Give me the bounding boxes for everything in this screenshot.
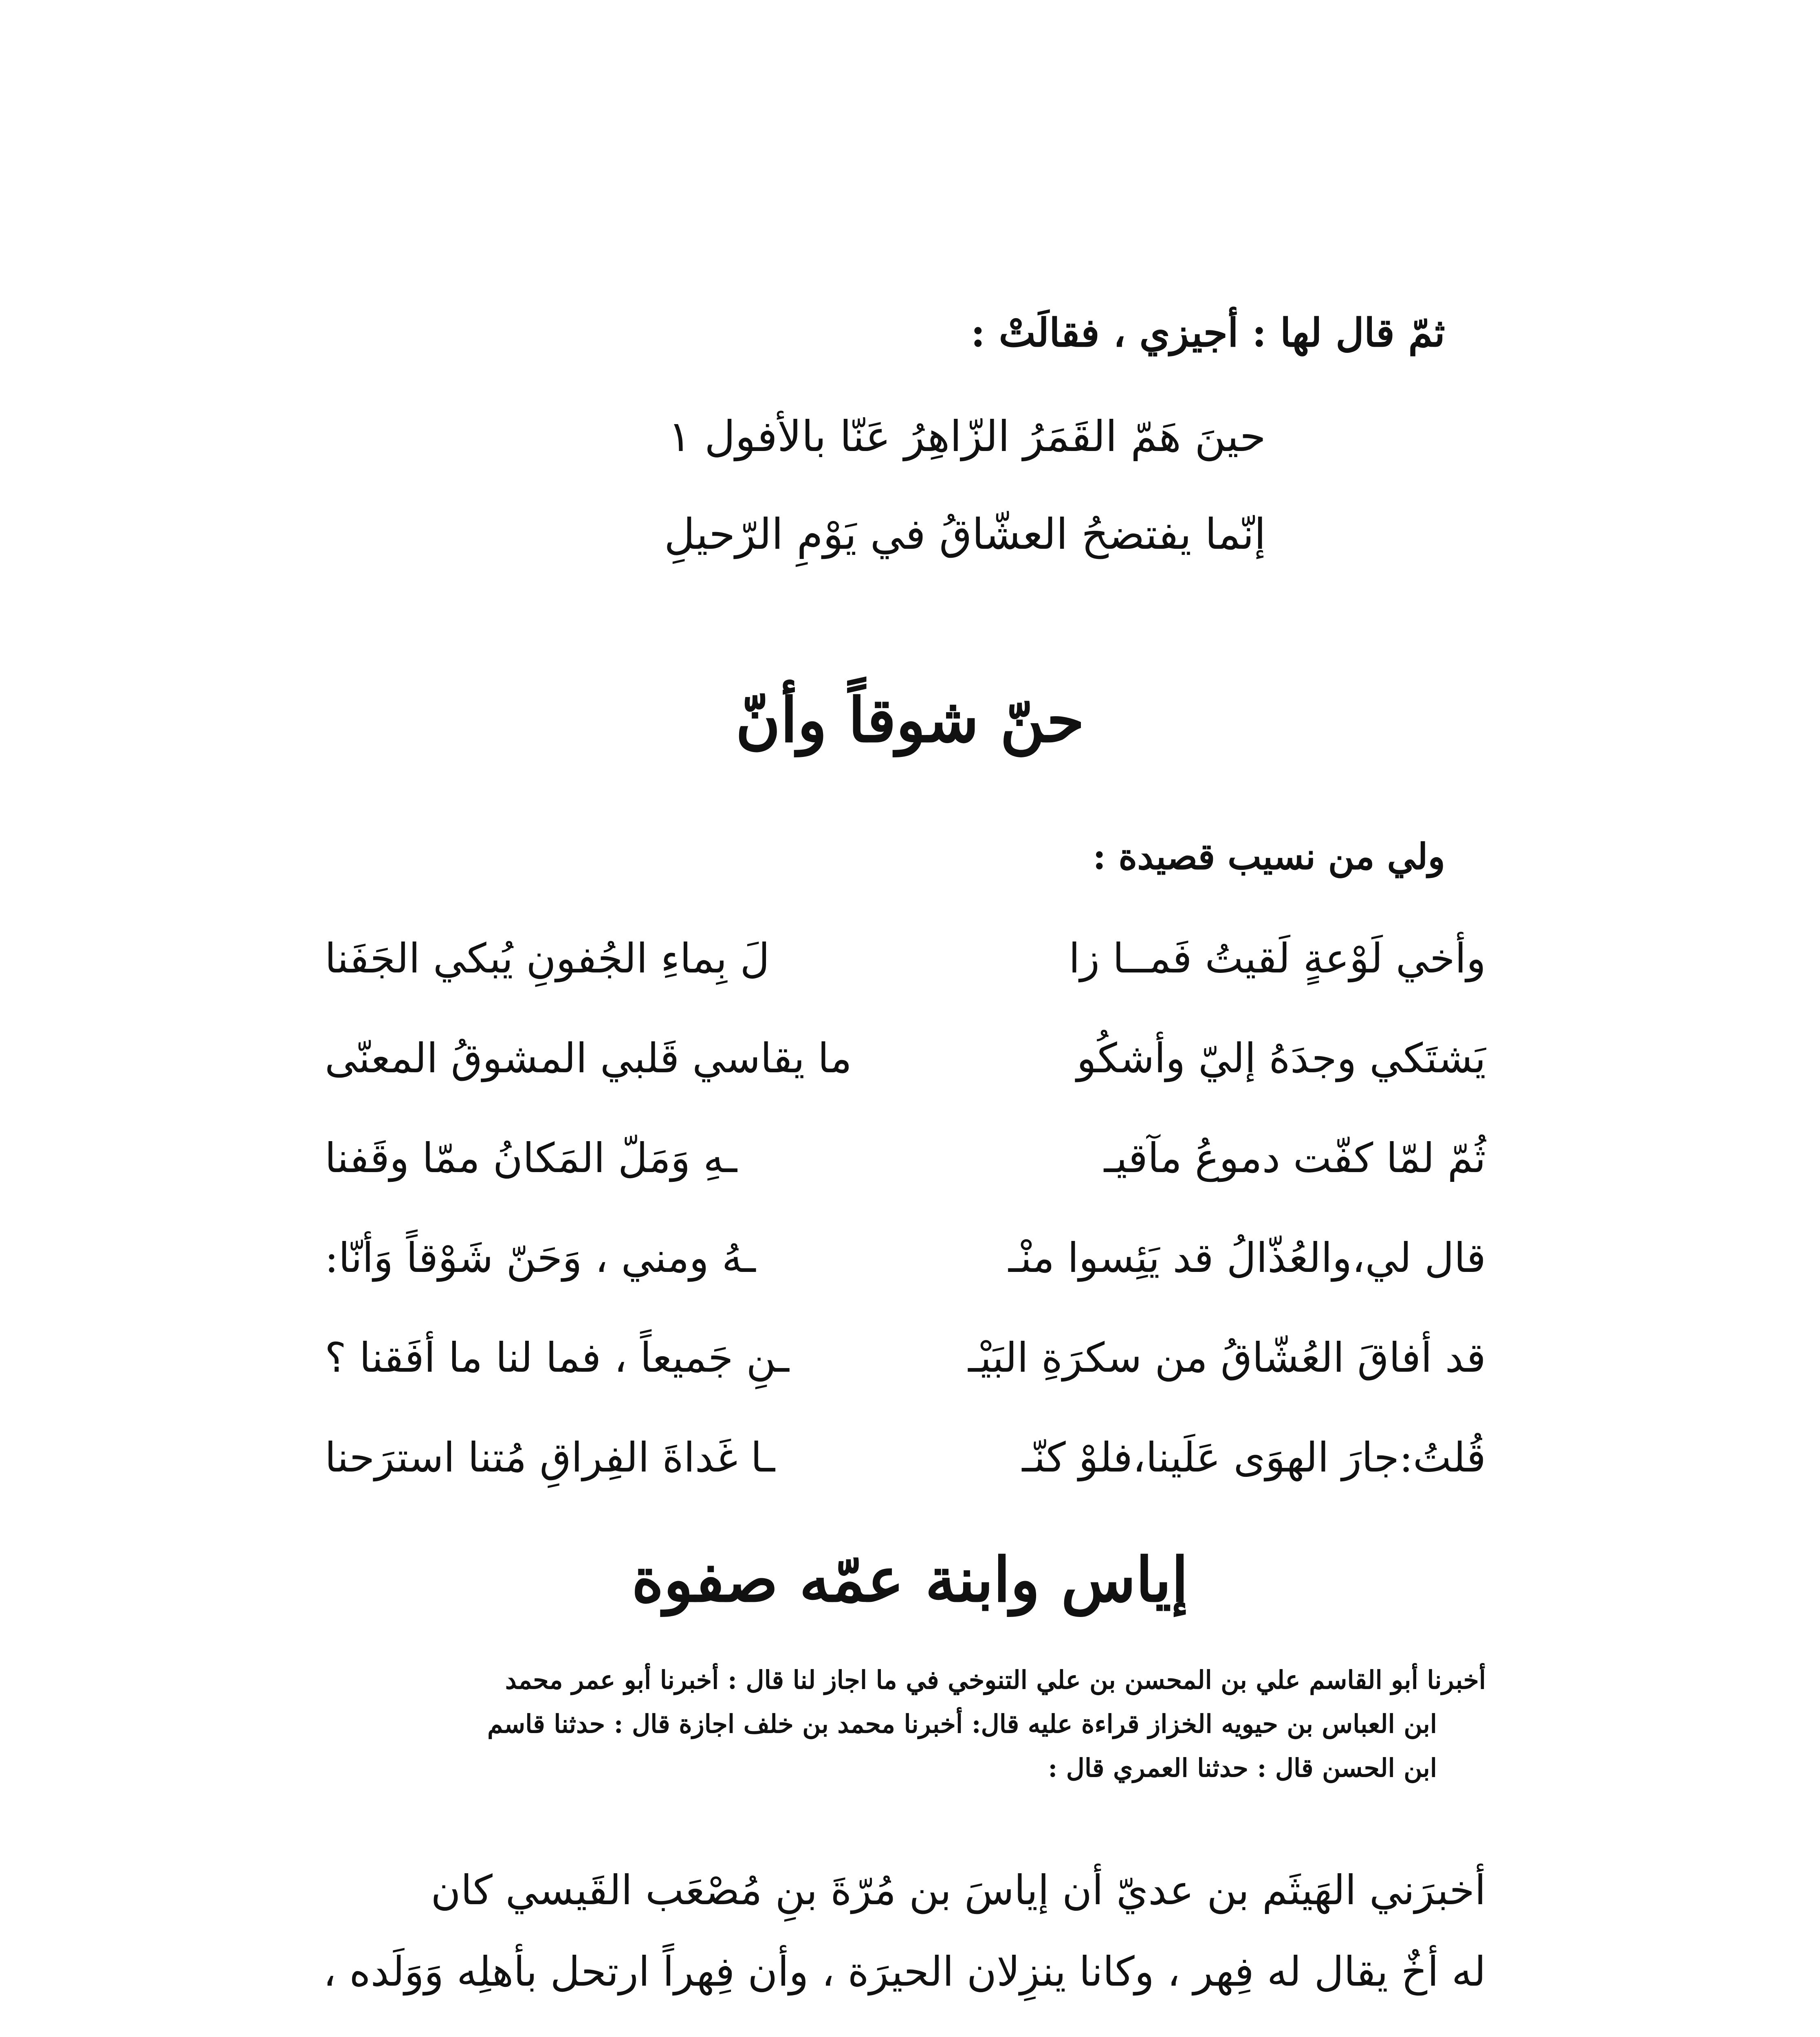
hemistich-first: قال لي،والعُذّالُ قد يَئِسوا منْـ	[1008, 1234, 1486, 1282]
prose-line: له أخٌ يقال له فِهر ، وكانا ينزِلان الحيرَة ، وأن فِهراً ارتحل بأهلِه وَوَلَده ،	[323, 1948, 1486, 1995]
poem	[325, 909, 1486, 1507]
poem-verse	[325, 1008, 1486, 1108]
hemistich-second: ـنِ جَميعاً ، فما لنا ما أفَقنا ؟	[325, 1334, 789, 1381]
hemistich-second: ـهِ وَمَلّ المَكانُ ممّا وقَفنا	[325, 1134, 737, 1182]
poem-intro: ولي من نسيب قصيدة :	[1092, 835, 1445, 878]
hemistich-first: يَشتَكي وجدَهُ إليّ وأشكُو	[1076, 1034, 1486, 1082]
hemistich-first: قد أفاقَ العُشّاقُ من سكرَةِ البَيْـ	[968, 1334, 1486, 1381]
isnad-line: ابن العباس بن حيويه الخزاز قراءة عليه قال: أخبرنا محمد بن خلف اجازة قال : حدثنا قاسم	[487, 1709, 1437, 1739]
intro-line: ثمّ قال لها : أجيزي ، فقالَتْ :	[971, 310, 1445, 356]
hemistich-second: ـا غَداةَ الفِراقِ مُتنا استرَحنا	[325, 1434, 775, 1481]
section-heading: حنّ شوقاً وأنّ	[735, 684, 1085, 756]
verse-line: حينَ هَمّ القَمَرُ الزّاهِرُ عَنّا بالأفول ١	[668, 411, 1266, 461]
hemistich-second: لَ بِماءِ الجُفونِ يُبكي الجَفَنا	[325, 935, 770, 982]
isnad-line: ابن الحسن قال : حدثنا العمري قال :	[1048, 1753, 1437, 1783]
isnad-block	[325, 1658, 1486, 1790]
prose-line: أخبرَني الهَيثَم بن عديّ أن إياسَ بن مُرّةَ بنِ مُصْعَب القَيسي كان	[431, 1866, 1486, 1914]
poem-verse	[325, 1108, 1486, 1208]
poem-verse	[325, 1308, 1486, 1408]
verse-line: إنّما يفتضحُ العشّاقُ في يَوْمِ الرّحيلِ	[664, 509, 1266, 559]
poem-verse	[325, 1208, 1486, 1308]
hemistich-second: ما يقاسي قَلبي المشوقُ المعنّى	[325, 1034, 852, 1082]
poem-verse	[325, 1408, 1486, 1507]
section-heading: إياس وابنة عمّه صفوة	[632, 1544, 1188, 1616]
poem-verse	[325, 909, 1486, 1008]
hemistich-second: ـهُ ومني ، وَحَنّ شَوْقاً وَأنّا:	[325, 1234, 756, 1282]
hemistich-first: قُلتُ:جارَ الهوَى عَلَينا،فلوْ كنّـ	[1022, 1434, 1486, 1481]
hemistich-first: ثُمّ لمّا كفّت دموعُ مآقيـ	[1104, 1134, 1486, 1182]
isnad-line: أخبرنا أبو القاسم علي بن المحسن بن علي التنوخي في ما اجاز لنا قال : أخبرنا أبو عمر محمد	[505, 1665, 1486, 1695]
prose-paragraph	[325, 1850, 1486, 2013]
hemistich-first: وأخي لَوْعةٍ لَقيتُ فَمــا زا	[1069, 935, 1486, 982]
